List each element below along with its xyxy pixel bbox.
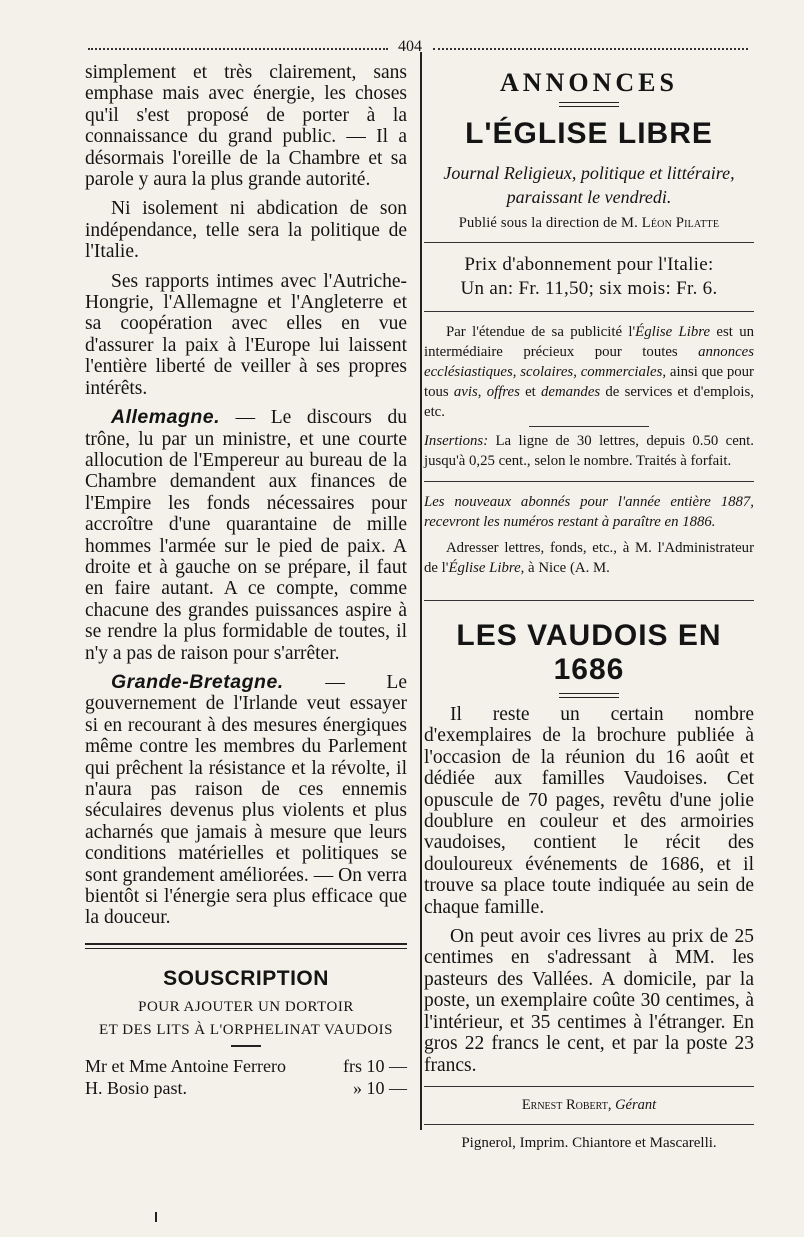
allemagne-text: — Le discours du trône, lu par un ministre, et une courte allocution de l'Empereur au bureau de la Chambre demandent aux finances de l'Empire les fonds nécessaires pour accroître d'une quarantaine de mille hommes l'armée sur le pied de paix. A droite et à gauche on se prépare, il faut en faire autant. A ce compte, comme chacune des grandes puissances aspire à se rendre la plus formidable de toutes, il n'y a pas de raison pour s'arrêter. — [85, 407, 407, 664]
header-rule-right — [433, 48, 748, 50]
paragraph-insertions — [424, 431, 754, 471]
prix-line-2: Un an: Fr. 11,50; six mois: Fr. 6. — [460, 278, 718, 299]
eglise-direction — [424, 215, 754, 232]
gerant-line: Ernest Robert, Gérant — [521, 1096, 657, 1113]
text: , à Nice (A. M. — [520, 560, 610, 576]
paragraph-etendue — [424, 322, 754, 422]
text-italic: annonces ecclésiastiques — [424, 344, 754, 380]
text: , — [477, 384, 487, 400]
paragraph-grande-bretagne — [85, 672, 407, 929]
text-italic: scolaires — [520, 364, 574, 380]
donor-row — [85, 1055, 407, 1077]
direction-prefix: Publié sous la direction de M. — [458, 215, 638, 231]
paragraph-nouveaux — [424, 492, 754, 532]
donor-name: Mr et Mme Antoine Ferrero — [85, 1055, 286, 1076]
gerant-name: Ernest Robert — [521, 1096, 608, 1113]
donor-name: H. Bosio past. — [85, 1077, 188, 1098]
annonces-title: ANNONCES — [500, 68, 678, 97]
text-italic: Église Libre — [635, 324, 711, 340]
text-italic: commerciales — [580, 364, 663, 380]
donor-row — [85, 1077, 407, 1099]
section-separator — [85, 943, 407, 949]
souscription-line-2: ET DES LITS À L'ORPHELINAT VAUDOIS — [98, 1021, 394, 1038]
paragraph-politique-3: Ses rapports intimes avec l'Autriche-Hongrie, l'Allemagne et l'Angleterre et sa coopération avec elles en vue d'assurer la paix à l'Europe lui laissent l'entière liberté de veiller à ses propres intérêts. — [85, 270, 407, 399]
insertions-label: Insertions: — [424, 433, 489, 449]
text-italic: Les nouveaux abonnés pour l'année entière 1887, recevront les numéros restant à paraître en 1886. — [424, 494, 754, 530]
souscription-line-1: POUR AJOUTER UN DORTOIR — [138, 998, 354, 1015]
souscription-rule — [231, 1045, 261, 1047]
text-italic: avis — [453, 384, 478, 400]
donor-amount: frs 10 — — [343, 1055, 407, 1076]
rule — [424, 600, 754, 601]
paragraph-adresser — [424, 538, 754, 578]
right-column — [424, 62, 754, 1152]
rule — [424, 242, 754, 243]
rule — [424, 311, 754, 312]
text: , — [512, 364, 521, 380]
page-number: 404 — [398, 38, 422, 55]
annonces-rule — [559, 102, 619, 107]
text: Par l'étendue de sa publicité l' — [446, 324, 636, 340]
text: est un intermédiaire précieux pour toutes — [424, 324, 755, 360]
paragraph-vaudois-1: Il reste un certain nombre d'exemplaires de la brochure publiée à l'occasion de la réunion du 16 août et dédiée aux familles Vaudoises. Cet opuscule de 70 pages, revêtu d'une jolie doublure en couleur et des armoiries vaudoises, contient le récit des douloureux événements de 1686, et il trouve sa place toute indiquée au sein de chaque famille. — [424, 704, 754, 918]
text: Adresser lettres, fonds, etc., à M. l'Administrateur de l' — [424, 540, 754, 576]
header-rule-left — [88, 48, 388, 50]
text: , ainsi que pour tous — [424, 364, 754, 400]
souscription-title: SOUSCRIPTION — [163, 966, 329, 990]
text-italic: demandes — [540, 384, 601, 400]
vaudois-rule — [559, 693, 619, 698]
paragraph-politique-2: Ni isolement ni abdication de son indépendance, telle sera la politique de l'Italie. — [85, 198, 407, 263]
column-divider — [420, 52, 422, 1130]
page-header — [88, 38, 748, 58]
rule — [529, 426, 649, 427]
insertions-text: La ligne de 30 lettres, depuis 0.50 cent. jusqu'à 0,25 cent., selon le nombre. Traités à forfait. — [424, 433, 754, 469]
left-column — [85, 62, 407, 1099]
text: , — [573, 364, 581, 380]
bretagne-label: Grande-Bretagne. — [111, 670, 284, 693]
donor-amount: » 10 — — [353, 1077, 407, 1098]
rule — [424, 481, 754, 482]
text-italic: Église Libre — [448, 560, 521, 576]
rule — [424, 1086, 754, 1087]
text: de services et d'emplois, etc. — [424, 384, 755, 420]
paragraph-vaudois-2: On peut avoir ces livres au prix de 25 centimes en s'adressant à MM. les pasteurs des Vallées. A domicile, par la poste, un exemplaire coûte 30 centimes, à l'intérieur, et 35 centimes à l'étranger. En gros 22 francs le cent, et par la poste 23 francs. — [424, 926, 754, 1076]
eglise-libre-title: L'ÉGLISE LIBRE — [465, 117, 713, 150]
paragraph-politique-1: simplement et très clairement, sans emphase mais avec énergie, les choses qu'il s'est proposé de porter à la connaissance du grand public. — Il a désormais l'oreille de la Chambre et sa parole y aura la plus grande autorité. — [85, 62, 407, 191]
bretagne-text: — Le gouvernement de l'Irlande veut essayer si en recourant à des mesures énergiques même contre les membres du Parlement qui prêchent la résistance et la révolte, il n'aura pas raison de ces ennemis séculaires devenus plus violents et plus acharnés que jamais à mesure que leurs conditions matérielles et politiques se sont grandement améliorées. — On verra bientôt si l'énergie sera plus efficace que la douceur. — [85, 671, 407, 929]
gerant-role: Gérant — [615, 1096, 657, 1113]
text: et — [519, 384, 541, 400]
director-name: Léon Pilatte — [641, 215, 720, 231]
paragraph-allemagne — [85, 407, 407, 664]
printer-line: Pignerol, Imprim. Chiantore et Mascarelli. — [461, 1134, 717, 1151]
text-italic: offres — [486, 384, 520, 400]
allemagne-label: Allemagne. — [111, 406, 221, 429]
ink-mark — [155, 1212, 157, 1222]
eglise-subtitle-2: paraissant le vendredi. — [506, 187, 672, 207]
prix-line-1: Prix d'abonnement pour l'Italie: — [464, 254, 714, 275]
eglise-subtitle-1: Journal Religieux, politique et littéraire, — [443, 163, 735, 183]
vaudois-title: LES VAUDOIS EN 1686 — [456, 619, 722, 686]
rule — [424, 1124, 754, 1125]
